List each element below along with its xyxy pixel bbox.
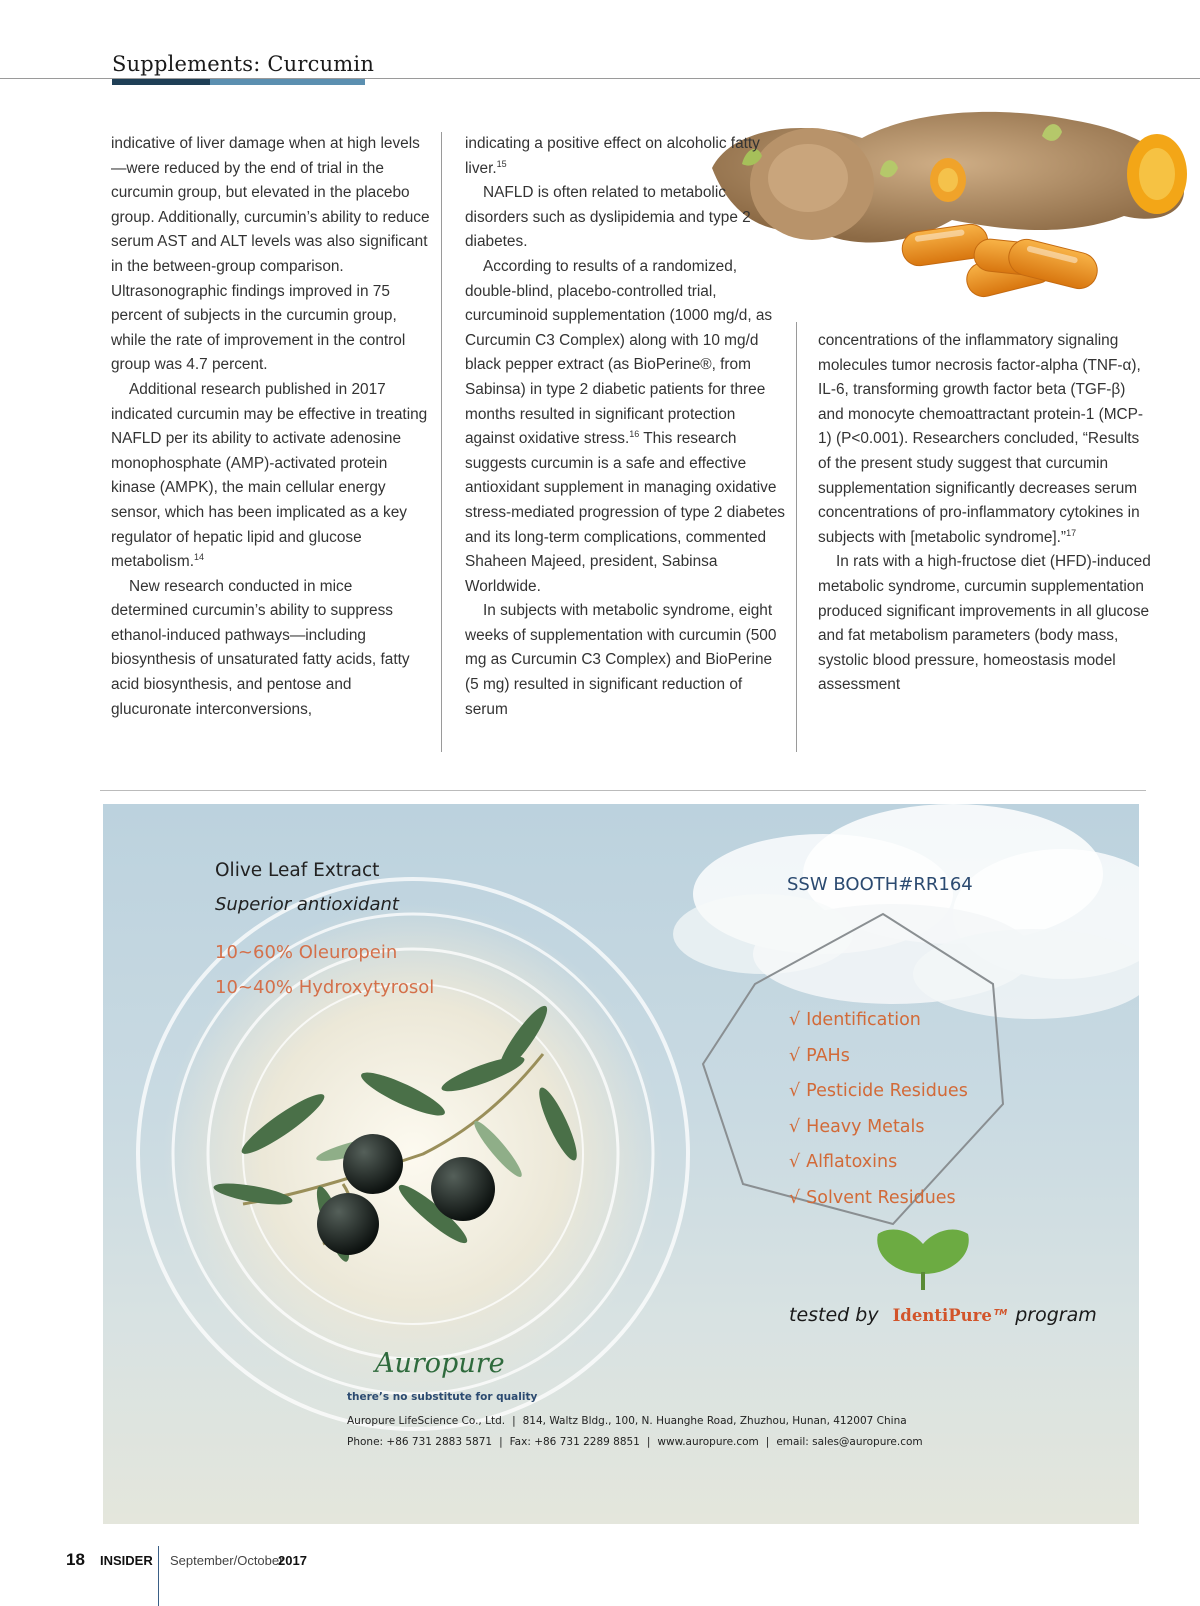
ad-tested-by: tested by IdentiPure ™ program	[789, 1304, 1097, 1326]
paragraph: concentrations of the inflammatory signaling molecules tumor necrosis factor-alpha (TNF-α), IL-6, transforming growth factor beta (TGF-β) and monocyte chemoattractant protein-1 (MCP-1) (P<0.001). Researchers concluded, “Results of the present study suggest that curcumin supplementation significantly decreases serum concentrations of pro-inflammatory cytokines in subjects with [metabolic syndrome].”$^{17}$	[818, 332, 1144, 546]
auropure-logo: Auropure	[375, 1348, 505, 1379]
paragraph: indicative of liver damage when at high levels—were reduced by the end of trial in the curcumin group, but elevated in the placebo group. Additionally, curcumin’s ability to reduce serum AST and ALT levels was also significant in the between-group comparison. Ultrasonographic findings improved in 75 percent of subjects in the curcumin group, while the rate of improvement in the control group was 4.7 percent.	[111, 135, 430, 374]
ad-tagline: there’s no substitute for quality	[347, 1391, 538, 1403]
check-icon: √	[789, 1152, 801, 1172]
paragraph: NAFLD is often related to metabolic disorders such as dyslipidemia and type 2 diabetes.	[465, 184, 751, 251]
ad-spec-hydroxytyrosol: 10~40% Hydroxytyrosol	[215, 977, 435, 998]
trademark-mark: TM	[993, 1308, 1008, 1317]
ad-test-checklist	[789, 1010, 968, 1223]
footnote-ref: 14	[193, 552, 204, 563]
footnote-ref: 17	[1066, 527, 1077, 538]
article-column-2	[465, 132, 785, 722]
paragraph: New research conducted in mice determined curcumin’s ability to suppress ethanol-induced pathways—including biosynthesis of unsaturated fatty acids, fatty acid biosynthesis, and pentose and glucuronate interconversions,	[111, 577, 410, 718]
header-accent-light	[210, 79, 365, 85]
paragraph: Additional research published in 2017 indicated curcumin may be effective in treating NAFLD per its ability to activate adenosine monophosphate (AMP)-activated protein kinase (AMPK), the main cellular energy sensor, which has been implicated as a key regulator of hepatic lipid and glucose metabolism.$^{14}$	[111, 380, 428, 571]
footnote-ref: 16	[629, 429, 640, 440]
paragraph: indicating a positive effect on alcoholic fatty liver.$^{15}$	[465, 135, 760, 177]
check-icon: √	[789, 1081, 801, 1101]
publication-name: INSIDER	[100, 1553, 153, 1568]
footnote-ref: 15	[496, 158, 507, 169]
header-accent-dark	[112, 79, 210, 85]
check-icon: √	[789, 1010, 801, 1030]
article-column-1	[111, 132, 431, 722]
checklist-item: √ Pesticide Residues	[789, 1081, 968, 1101]
checklist-item: √ Heavy Metals	[789, 1116, 925, 1137]
check-icon: √	[789, 1045, 801, 1066]
checklist-item: √ Identification	[789, 1010, 921, 1030]
paragraph: In rats with a high-fructose diet (HFD)-induced metabolic syndrome, curcumin supplementation produced significant improvements in all glucose and fat metabolism parameters (body mass, systolic blood pressure, homeostasis model assessment	[818, 553, 1151, 694]
section-title: Supplements: Curcumin	[112, 52, 375, 76]
check-icon: √	[789, 1187, 801, 1208]
article-column-3	[818, 329, 1153, 698]
ad-spec-oleuropein: 10~60% Oleuropein	[215, 942, 398, 963]
issue-date: September/October	[170, 1553, 284, 1568]
column-divider	[441, 132, 442, 752]
page-number: 18	[66, 1550, 85, 1569]
issue-year: 2017	[278, 1553, 307, 1568]
identipure-brand: IdentiPure	[892, 1306, 992, 1325]
ad-separator-rule	[100, 790, 1146, 791]
paragraph: In subjects with metabolic syndrome, eight weeks of supplementation with curcumin (500 mg as Curcumin C3 Complex) and BioPerine (5 mg) resulted in significant reduction of serum	[465, 602, 777, 718]
paragraph: According to results of a randomized, double-blind, placebo-controlled trial, curcuminoid supplementation (1000 mg/d, as Curcumin C3 Complex) along with 10 mg/d black pepper extract (as BioPerine®, from Sabinsa) in type 2 diabetic patients for three months resulted in significant protection against oxidative stress.$^{16}$ This research suggests curcumin is a safe and effective antioxidant supplement in managing oxidative stress-mediated progression of type 2 diabetes and its long-term complications, commented Shaheen Majeed, president, Sabinsa Worldwide.	[465, 257, 785, 595]
column-divider	[796, 322, 797, 752]
advertisement[interactable]	[103, 804, 1139, 1524]
folio-divider	[158, 1546, 159, 1606]
ad-email-link[interactable]: email: sales@auropure.com	[776, 1436, 923, 1448]
ad-subtitle: Superior antioxidant	[215, 894, 399, 915]
ad-product-name: Olive Leaf Extract	[215, 860, 380, 881]
checklist-item: √ PAHs	[789, 1045, 850, 1066]
ad-booth-number: SSW BOOTH#RR164	[787, 874, 973, 895]
ad-company-address: Auropure LifeScience Co., Ltd. | 814, Waltz Bldg., 100, N. Huanghe Road, Zhuzhou, Hunan, 412007 China	[347, 1415, 907, 1427]
ad-website-link[interactable]: www.auropure.com	[657, 1436, 759, 1448]
checklist-item: √ Alflatoxins	[789, 1152, 898, 1172]
check-icon: √	[789, 1116, 801, 1137]
checklist-item: √ Solvent Residues	[789, 1187, 956, 1208]
ad-contact-line: Phone: +86 731 2883 5871 | Fax: +86 731 2289 8851 | www.auropure.com | email: sales@auropure.com	[347, 1436, 923, 1448]
